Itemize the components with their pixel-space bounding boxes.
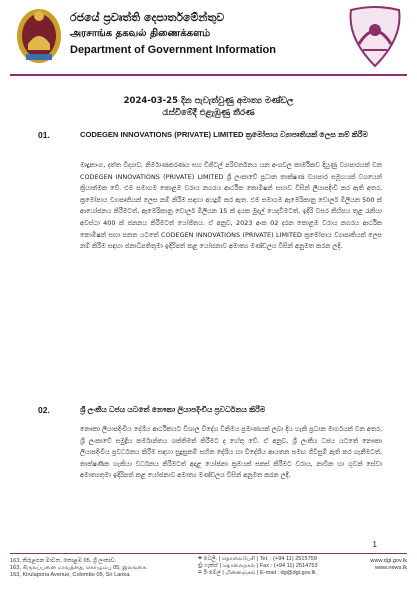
department-name-english: Department of Government Information <box>70 44 276 56</box>
footer-contact <box>198 556 318 578</box>
letterhead <box>0 0 417 78</box>
item-number: 01. <box>38 130 50 140</box>
department-seal-icon <box>345 4 405 70</box>
department-name-tamil: அரசாங்க தகவல் திணைக்களம் <box>70 28 211 39</box>
phone-line: ☏ ටෙලි. | தொலைபேசி | Tel. : (+94 11) 2515759 <box>198 556 317 562</box>
footer-websites <box>327 558 407 572</box>
item-heading: CODEGEN INNOVATIONS (PRIVATE) LIMITED ක්‍රමෝපාය ව්‍යාපෘතියක් ලෙස නම් කිරීම <box>80 130 368 139</box>
fax-line: ⎙ ෆැක්ස් | தொலைநகல் | Fax : (+94 11) 2514753 <box>198 563 318 570</box>
document-title: රැස්වීමේදී එළැඹුණු තීරණ <box>162 108 255 118</box>
document-date-line: 2024-03-25 දින පැවැත්වුණු අමාත්‍ය මණ්ඩල <box>123 96 294 106</box>
footer-divider <box>10 553 407 554</box>
header-divider <box>10 74 407 76</box>
page-number: 1 <box>372 540 377 549</box>
address-tamil: 163, கிருலப்பனை மாவத்தை, கொழும்பு 05, இலங்கை. <box>10 565 148 572</box>
website-link[interactable]: www.dgi.gov.lk <box>370 558 407 564</box>
department-name-block <box>70 10 340 58</box>
item-number: 02. <box>38 405 50 415</box>
item-paragraph: නෞකා ලියාපදිංචිය දේශීය ආර්ථිකයට විශාල විදේශ විනිමය ප්‍රමාණයක් ලබා දිය හැකි ප්‍රධාන මාර්ගයක් වන අතර, ශ්‍රී ලංකාවේ සමුද්‍රීය කර්මාන්තය ශක්තිමත් කිරීමට ද හේතු වේ. ඒ අනුව, ශ්‍රී ලංකීය ධජය යටතේ නෞකා ලියාපදිංචිය ප්‍රවර්ධනය කිරීම සඳහා සුදුසුකම් සහිත දේශීය හා විදේශීය ආයතන සමඟ ගිවිසුම් ඇති කර ගැනීමටත්, තාක්ෂණික හැකියා වර්ධනය කිරීමටත් අදාළ යෝජනා ක්‍රමයක් සකස් කිරීමට වරාය, නාවික හා ගුවන් සේවා අමාත්‍යතුමා ඉදිරිපත් කළ යෝජනාව අමාත්‍ය මණ්ඩලය විසින් අනුමත කරන ලදී. <box>80 425 382 480</box>
department-name-sinhala: රජයේ ප්‍රවෘත්ති දෙපාර්තමේන්තුව <box>70 11 225 24</box>
item-heading: ශ්‍රී ලංකීය ධජය යටතේ නෞකා ලියාපදිංචිය ප්‍රවර්ධනය කිරීම <box>80 405 266 414</box>
emblem-icon <box>14 6 64 66</box>
item-paragraph: මෘදුකාංග, දත්ත විද්‍යාව, නිර්මාණකරණය සහ ඩිජිටල් පරිවර්තනය යන අංශවල කාර්මිකව දියුණු ව්‍යාපාරයක් වන CODEGEN INNOVATIONS (PRIVATE) LIMITED ශ්‍රී ලංකාවේ ප්‍රධාන තාක්ෂණ ව්‍යාපාර සමූහයක් වශයෙන් ක්‍රියාත්මක වේ. එම සමාගම කොළඹ වරාය නගරය ආර්ථික කොමිෂන් සභාව විසින් ලියාපදිංචි කර ඇති අතර, ක්‍රමෝපාය ව්‍යාපෘතියක් ලෙස නම් කිරීම සඳහා අයදුම් කර ඇත. එම සමාගම ඇමෙරිකානු ඩොලර් මිලියන 500 ක් ආයෝජනය කිරීමටත්, ඇමෙරිකානු ඩොලර් මිලියන 15 ක් දායක මුදල් යෙදවීමටත්, ඉදිරි වසර කිහිපය තුළ රැකියා අවස්ථා 400 ක් ජනනය කිරීමටත් යෝජිතය. ඒ අනුව, 2023 අංක 02 දරන කොළඹ වරාය නගරය ආර්ථික කොමිෂන් සභා පනත යටතේ CODEGEN INNOVATIONS (PRIVATE) LIMITED ක්‍රමෝපාය ව්‍යාපෘතියක් ලෙස නම් කිරීම සඳහා ජනාධිපතිතුමා ඉදිරිපත් කළ යෝජනාව අමාත්‍ය මණ්ඩලය විසින් අනුමත කරන ලදී. <box>80 161 382 251</box>
website-link[interactable]: www.news.lk <box>374 565 407 572</box>
email-line[interactable]: ✉ ඊ-මේල් | மின்னஞ்சல் | E-mail : dg@dgi.gov.lk <box>198 570 316 577</box>
footer-address <box>10 558 190 580</box>
address-sinhala: 163, කිරුළපන මාවත, කොළඹ 05, ශ්‍රී ලංකාව. <box>10 558 117 564</box>
footer <box>0 556 417 590</box>
address-english: 163, Kirulapona Avenue, Colombo 05, Sri Lanka. <box>10 572 131 579</box>
